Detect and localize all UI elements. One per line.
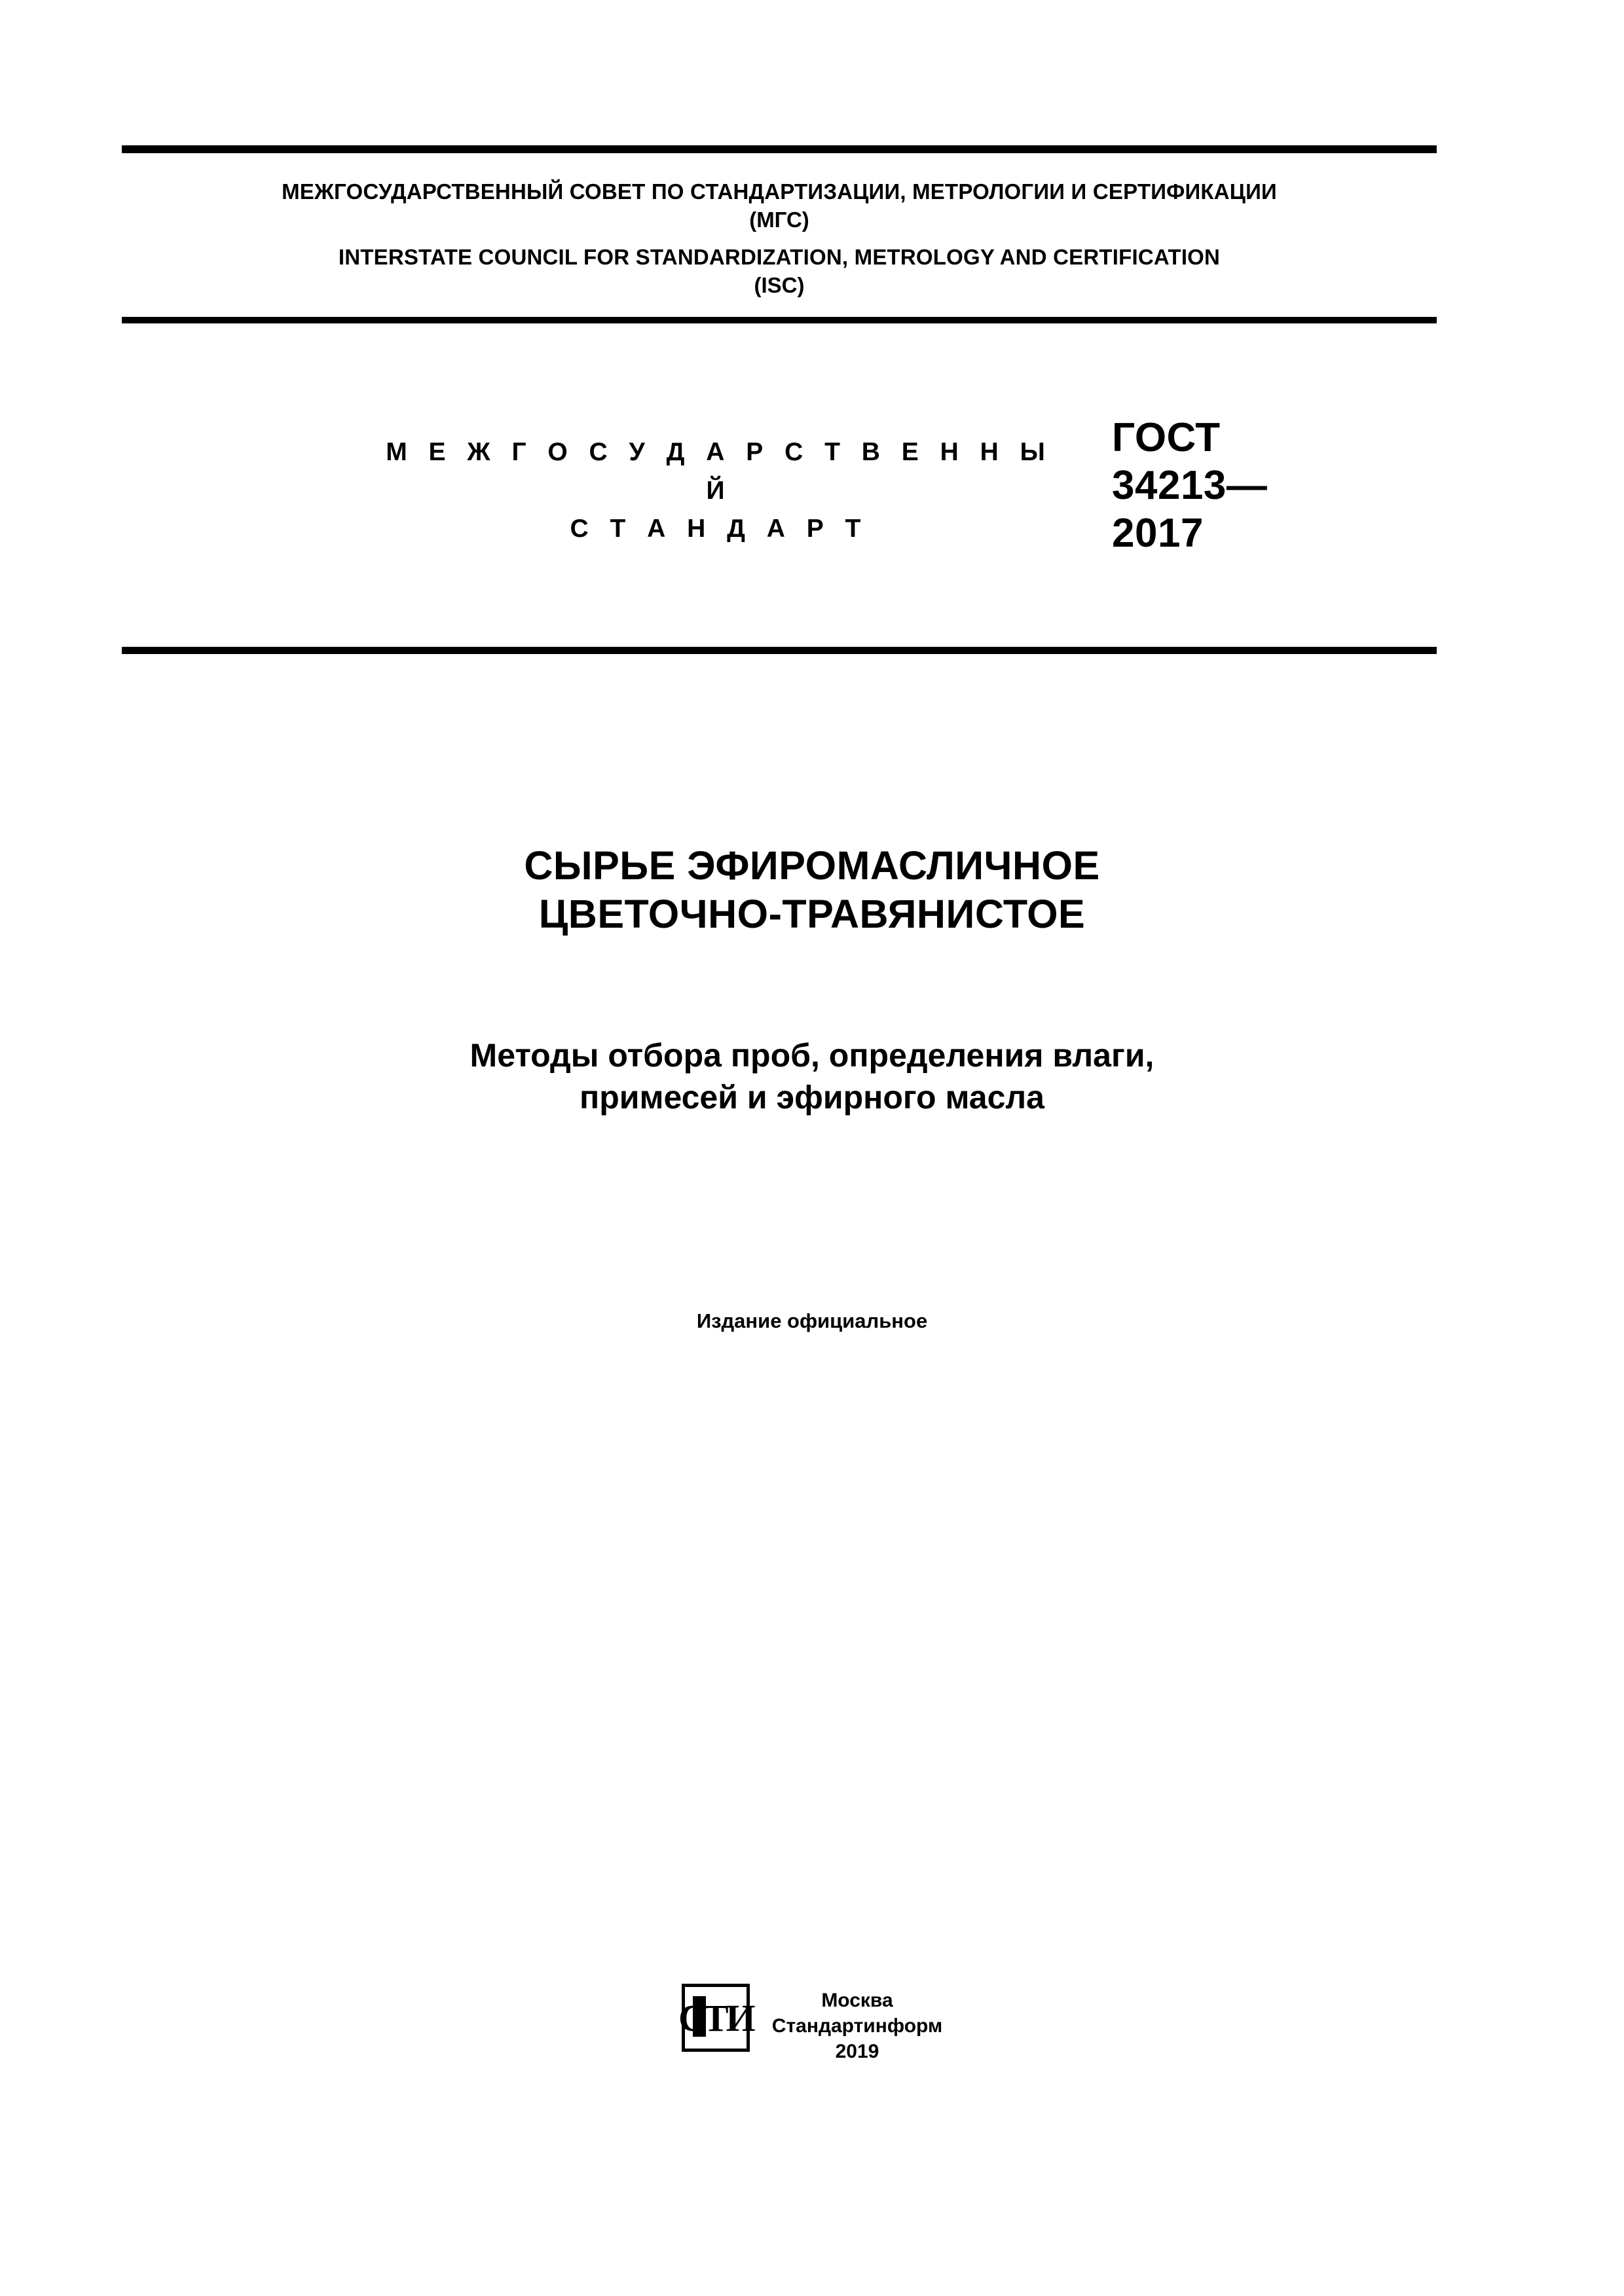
standard-type bbox=[372, 433, 1066, 549]
page-subtitle-line2: примесей и эфирного масла bbox=[580, 1079, 1044, 1116]
standard-type-line1: М Е Ж Г О С У Д А Р С Т В Е Н Н Ы Й bbox=[386, 438, 1052, 505]
page-subtitle bbox=[196, 1034, 1428, 1118]
page-title-line2: ЦВЕТОЧНО-ТРАВЯНИСТОЕ bbox=[538, 892, 1086, 937]
page-subtitle-line1: Методы отбора проб, определения влаги, bbox=[470, 1037, 1154, 1074]
publisher-text bbox=[772, 1984, 942, 2064]
standard-code bbox=[1112, 414, 1420, 557]
council-abbr-en: (ISC) bbox=[754, 272, 805, 297]
council-spacer bbox=[122, 234, 1437, 244]
publisher-name: Стандартинформ bbox=[771, 2015, 943, 2037]
header-block bbox=[122, 145, 1437, 323]
page-title-line1: СЫРЬЕ ЭФИРОМАСЛИЧНОЕ bbox=[524, 843, 1100, 888]
header-top-rule bbox=[122, 145, 1437, 153]
standartinform-logo-icon bbox=[678, 1984, 753, 2052]
council-abbr-ru: (МГС) bbox=[749, 207, 809, 232]
standard-code-line1: ГОСТ bbox=[1112, 415, 1221, 460]
standard-code-line3: 2017 bbox=[1112, 511, 1204, 556]
logo-glyph: СТИ bbox=[678, 1996, 753, 2039]
council-names bbox=[122, 153, 1437, 317]
standard-type-line2: С Т А Н Д А Р Т bbox=[570, 515, 868, 543]
standard-band bbox=[122, 393, 1437, 655]
council-name-ru: МЕЖГОСУДАРСТВЕННЫЙ СОВЕТ ПО СТАНДАРТИЗАЦИИ, МЕТРОЛОГИИ И СЕРТИФИКАЦИИ bbox=[282, 179, 1277, 204]
publisher-city: Москва bbox=[821, 1990, 893, 2011]
standard-code-line2: 34213— bbox=[1112, 463, 1268, 509]
header-bottom-rule bbox=[122, 317, 1437, 323]
standard-band-rule bbox=[122, 647, 1437, 654]
publisher-year: 2019 bbox=[835, 2041, 879, 2062]
official-edition-note: Издание официальное bbox=[696, 1309, 928, 1332]
publisher-block bbox=[0, 1984, 1624, 2064]
council-name-en: INTERSTATE COUNCIL FOR STANDARDIZATION, METROLOGY AND CERTIFICATION bbox=[338, 244, 1221, 269]
page-title bbox=[196, 841, 1428, 939]
